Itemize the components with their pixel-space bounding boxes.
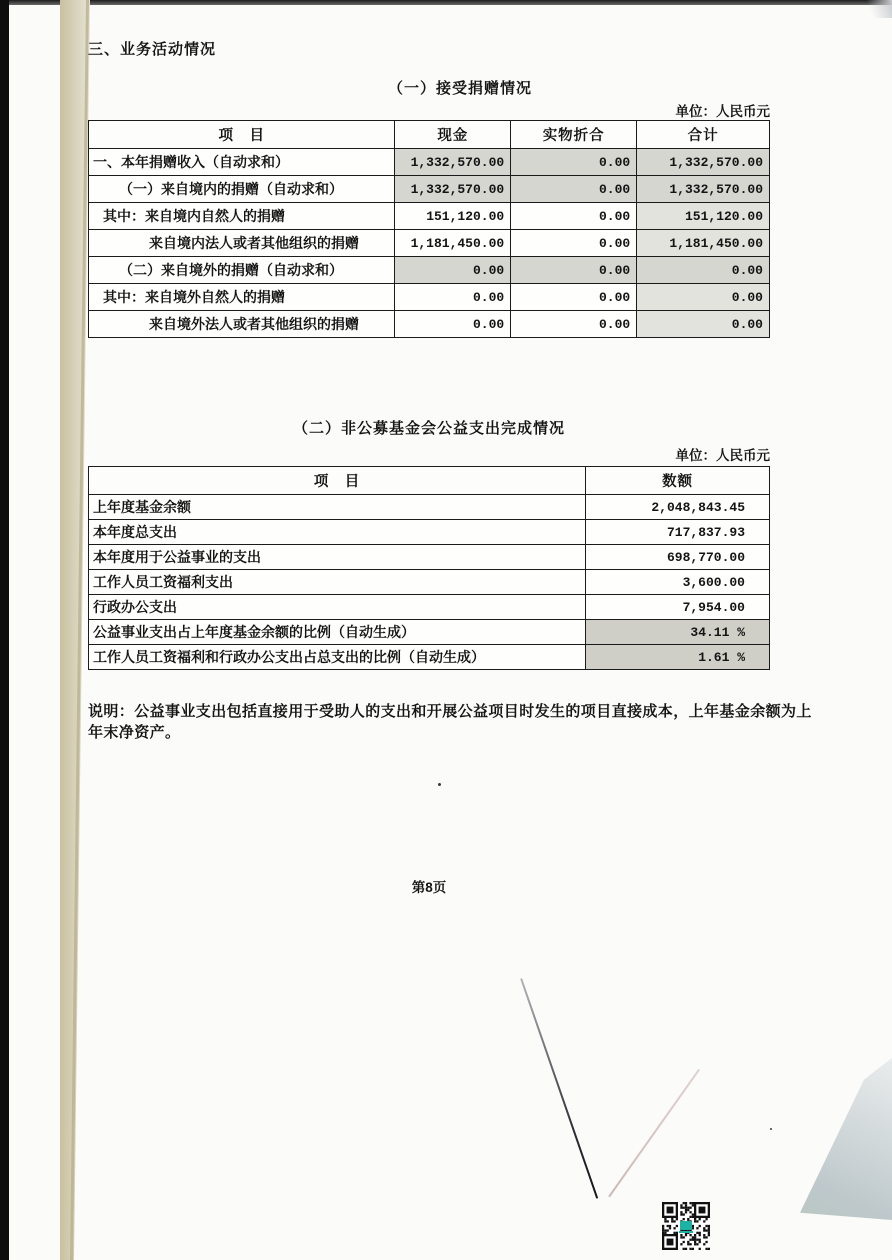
inkind-value: 0.00 — [511, 284, 637, 311]
table-header-row — [89, 467, 770, 495]
table-row — [89, 595, 770, 620]
page-number: 第8页 — [411, 880, 447, 895]
row-label: 本年度用于公益事业的支出 — [89, 545, 586, 570]
row-label: 上年度基金余额 — [89, 495, 586, 520]
col-header-total: 合计 — [637, 121, 770, 149]
scan-corner-shadow-bottom — [792, 1040, 892, 1220]
total-value: 1,181,450.00 — [637, 230, 770, 257]
scan-left-edge — [0, 0, 9, 1260]
cash-value: 151,120.00 — [395, 203, 511, 230]
col-header-cash: 现金 — [395, 121, 511, 149]
amount-value: 3,600.00 — [586, 570, 770, 595]
cash-value: 0.00 — [395, 311, 511, 338]
row-label: 其中：来自境外自然人的捐赠 — [89, 284, 395, 311]
qr-code — [662, 1202, 710, 1250]
explanatory-note: 说明：公益事业支出包括直接用于受助人的支出和开展公益项目时发生的项目直接成本，上年基金余额为上年末净资产。 — [88, 703, 812, 741]
table-row — [89, 520, 770, 545]
row-label: 一、本年捐赠收入（自动求和） — [89, 149, 395, 176]
table-row — [89, 149, 770, 176]
inkind-value: 0.00 — [511, 176, 637, 203]
expenditure-table — [88, 466, 770, 670]
row-label: 工作人员工资福利和行政办公支出占总支出的比例（自动生成） — [89, 645, 586, 670]
table-row — [89, 257, 770, 284]
table-row — [89, 620, 770, 645]
table-row — [89, 311, 770, 338]
row-label: （二）来自境外的捐赠（自动求和） — [89, 257, 395, 284]
donation-table — [88, 120, 770, 338]
donation-table-title: （一）接受捐赠情况 — [387, 80, 532, 97]
amount-value: 7,954.00 — [586, 595, 770, 620]
total-value: 1,332,570.00 — [637, 176, 770, 203]
section-heading: 三、业务活动情况 — [88, 41, 217, 58]
col-header-inkind: 实物折合 — [511, 121, 637, 149]
table-row — [89, 176, 770, 203]
row-label: （一）来自境内的捐赠（自动求和） — [89, 176, 395, 203]
row-label: 来自境外法人或者其他组织的捐赠 — [89, 311, 395, 338]
cash-value: 0.00 — [395, 257, 511, 284]
inkind-value: 0.00 — [511, 311, 637, 338]
scan-top-edge — [0, 0, 892, 5]
total-value: 1,332,570.00 — [637, 149, 770, 176]
row-label: 其中：来自境内自然人的捐赠 — [89, 203, 395, 230]
crease-line-dark — [520, 978, 598, 1199]
total-value: 0.00 — [637, 257, 770, 284]
cash-value: 0.00 — [395, 284, 511, 311]
table-header-row — [89, 121, 770, 149]
cash-value: 1,181,450.00 — [395, 230, 511, 257]
table-row — [89, 570, 770, 595]
total-value: 151,120.00 — [637, 203, 770, 230]
inkind-value: 0.00 — [511, 257, 637, 284]
col-header-item: 项 目 — [89, 467, 586, 495]
row-label: 工作人员工资福利支出 — [89, 570, 586, 595]
row-label: 公益事业支出占上年度基金余额的比例（自动生成） — [89, 620, 586, 645]
table-row — [89, 645, 770, 670]
crease-line-light — [608, 1069, 700, 1198]
table-row — [89, 203, 770, 230]
amount-value: 1.61 % — [586, 645, 770, 670]
scan-speck — [770, 1128, 772, 1130]
amount-value: 2,048,843.45 — [586, 495, 770, 520]
amount-value: 717,837.93 — [586, 520, 770, 545]
col-header-amount: 数额 — [586, 467, 770, 495]
table-row — [89, 230, 770, 257]
unit-label: 单位：人民币元 — [675, 448, 770, 463]
scan-corner-shadow-top — [862, 0, 892, 18]
inkind-value: 0.00 — [511, 149, 637, 176]
inkind-value: 0.00 — [511, 203, 637, 230]
col-header-item: 项 目 — [89, 121, 395, 149]
amount-value: 698,770.00 — [586, 545, 770, 570]
scan-speck — [438, 783, 441, 786]
row-label: 本年度总支出 — [89, 520, 586, 545]
total-value: 0.00 — [637, 311, 770, 338]
table-row — [89, 284, 770, 311]
table-row — [89, 495, 770, 520]
cash-value: 1,332,570.00 — [395, 176, 511, 203]
expenditure-table-title: （二）非公募基金会公益支出完成情况 — [292, 420, 565, 437]
inkind-value: 0.00 — [511, 230, 637, 257]
cash-value: 1,332,570.00 — [395, 149, 511, 176]
amount-value: 34.11 % — [586, 620, 770, 645]
unit-label: 单位：人民币元 — [675, 104, 770, 119]
row-label: 来自境内法人或者其他组织的捐赠 — [89, 230, 395, 257]
table-row — [89, 545, 770, 570]
total-value: 0.00 — [637, 284, 770, 311]
row-label: 行政办公支出 — [89, 595, 586, 620]
